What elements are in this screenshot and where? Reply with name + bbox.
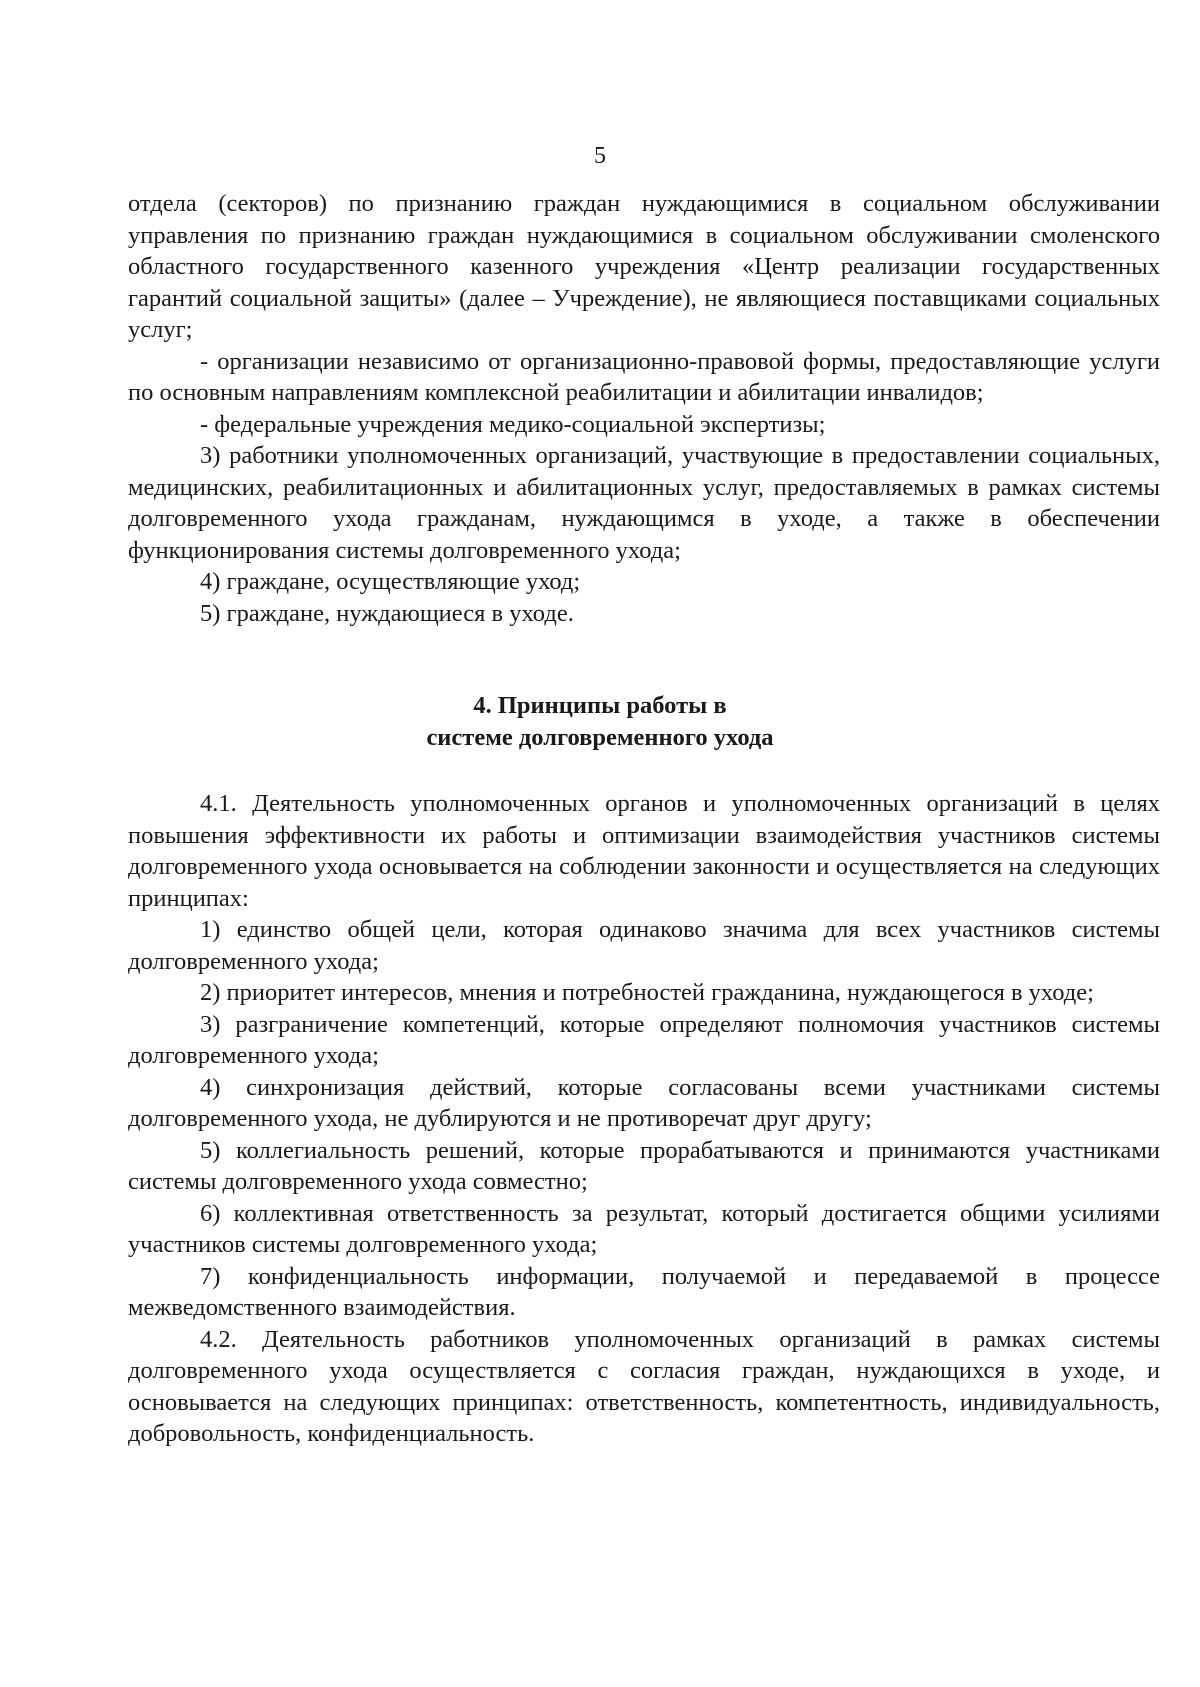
paragraph-4-1: 4.1. Деятельность уполномоченных органов и уполномоченных организаций в целях повышения эффективности их работы и оптимизации взаимодействия участников системы долговременного ухода основывается на соблюдении законности и осуществляется на следующих принципах:	[128, 790, 1160, 912]
paragraph-continuation: отдела (секторов) по признанию граждан нуждающимися в социальном обслуживании управления по признанию граждан нуждающимися в социальном обслуживании смоленского областного государственного казенного учреждения «Центр реализации государственных гарантий социальной защиты» (далее – Учреждение), не являющиеся поставщиками социальных услуг;	[128, 190, 1160, 343]
principle-3: 3) разграничение компетенций, которые определяют полномочия участников системы долговременного ухода;	[128, 1010, 1160, 1069]
principle-1: 1) единство общей цели, которая одинаково значима для всех участников системы долговременного ухода;	[128, 916, 1160, 975]
principle-4: 4) синхронизация действий, которые согласованы всеми участниками системы долговременного ухода, не дублируются и не противоречат друг другу;	[128, 1073, 1160, 1132]
principle-5: 5) коллегиальность решений, которые прорабатываются и принимаются участниками системы долговременного ухода совместно;	[128, 1136, 1160, 1195]
paragraph-4-2: 4.2. Деятельность работников уполномоченных организаций в рамках системы долговременного ухода осуществляется с согласия граждан, нуждающихся в уходе, и основывается на следующих принципах: ответственность, компетентность, индивидуальность, добровольность, конфиденциальность.	[128, 1325, 1160, 1447]
paragraph-item-4: 4) граждане, осуществляющие уход;	[200, 568, 581, 595]
principle-7: 7) конфиденциальность информации, получаемой и передаваемой в процессе межведомственного взаимодействия.	[128, 1262, 1160, 1321]
principle-2: 2) приоритет интересов, мнения и потребностей гражданина, нуждающегося в уходе;	[200, 979, 1094, 1006]
text-block-top	[128, 188, 1160, 629]
paragraph-item-5: 5) граждане, нуждающиеся в уходе.	[200, 599, 574, 627]
section-heading-line-1: 4. Принципы работы в	[473, 692, 727, 719]
paragraph-organizations: - организации независимо от организационно-правовой формы, предоставляющие услуги по основным направлениям комплексной реабилитации и абилитации инвалидов;	[128, 347, 1160, 406]
principle-6: 6) коллективная ответственность за результат, который достигается общими усилиями участников системы долговременного ухода;	[128, 1199, 1160, 1258]
section-heading-line-2: системе долговременного ухода	[426, 724, 774, 751]
text-block-section	[128, 788, 1160, 1450]
page-number: 5	[594, 143, 606, 169]
paragraph-item-3: 3) работники уполномоченных организаций, участвующие в предоставлении социальных, медицинских, реабилитационных и абилитационных услуг, предоставляемых в рамках системы долговременного ухода гражданам, нуждающимся в уходе, а также в обеспечении функционирования системы долговременного ухода;	[128, 442, 1160, 564]
section-heading	[0, 690, 1200, 754]
paragraph-federal-institutions: - федеральные учреждения медико-социальной экспертизы;	[200, 410, 826, 438]
